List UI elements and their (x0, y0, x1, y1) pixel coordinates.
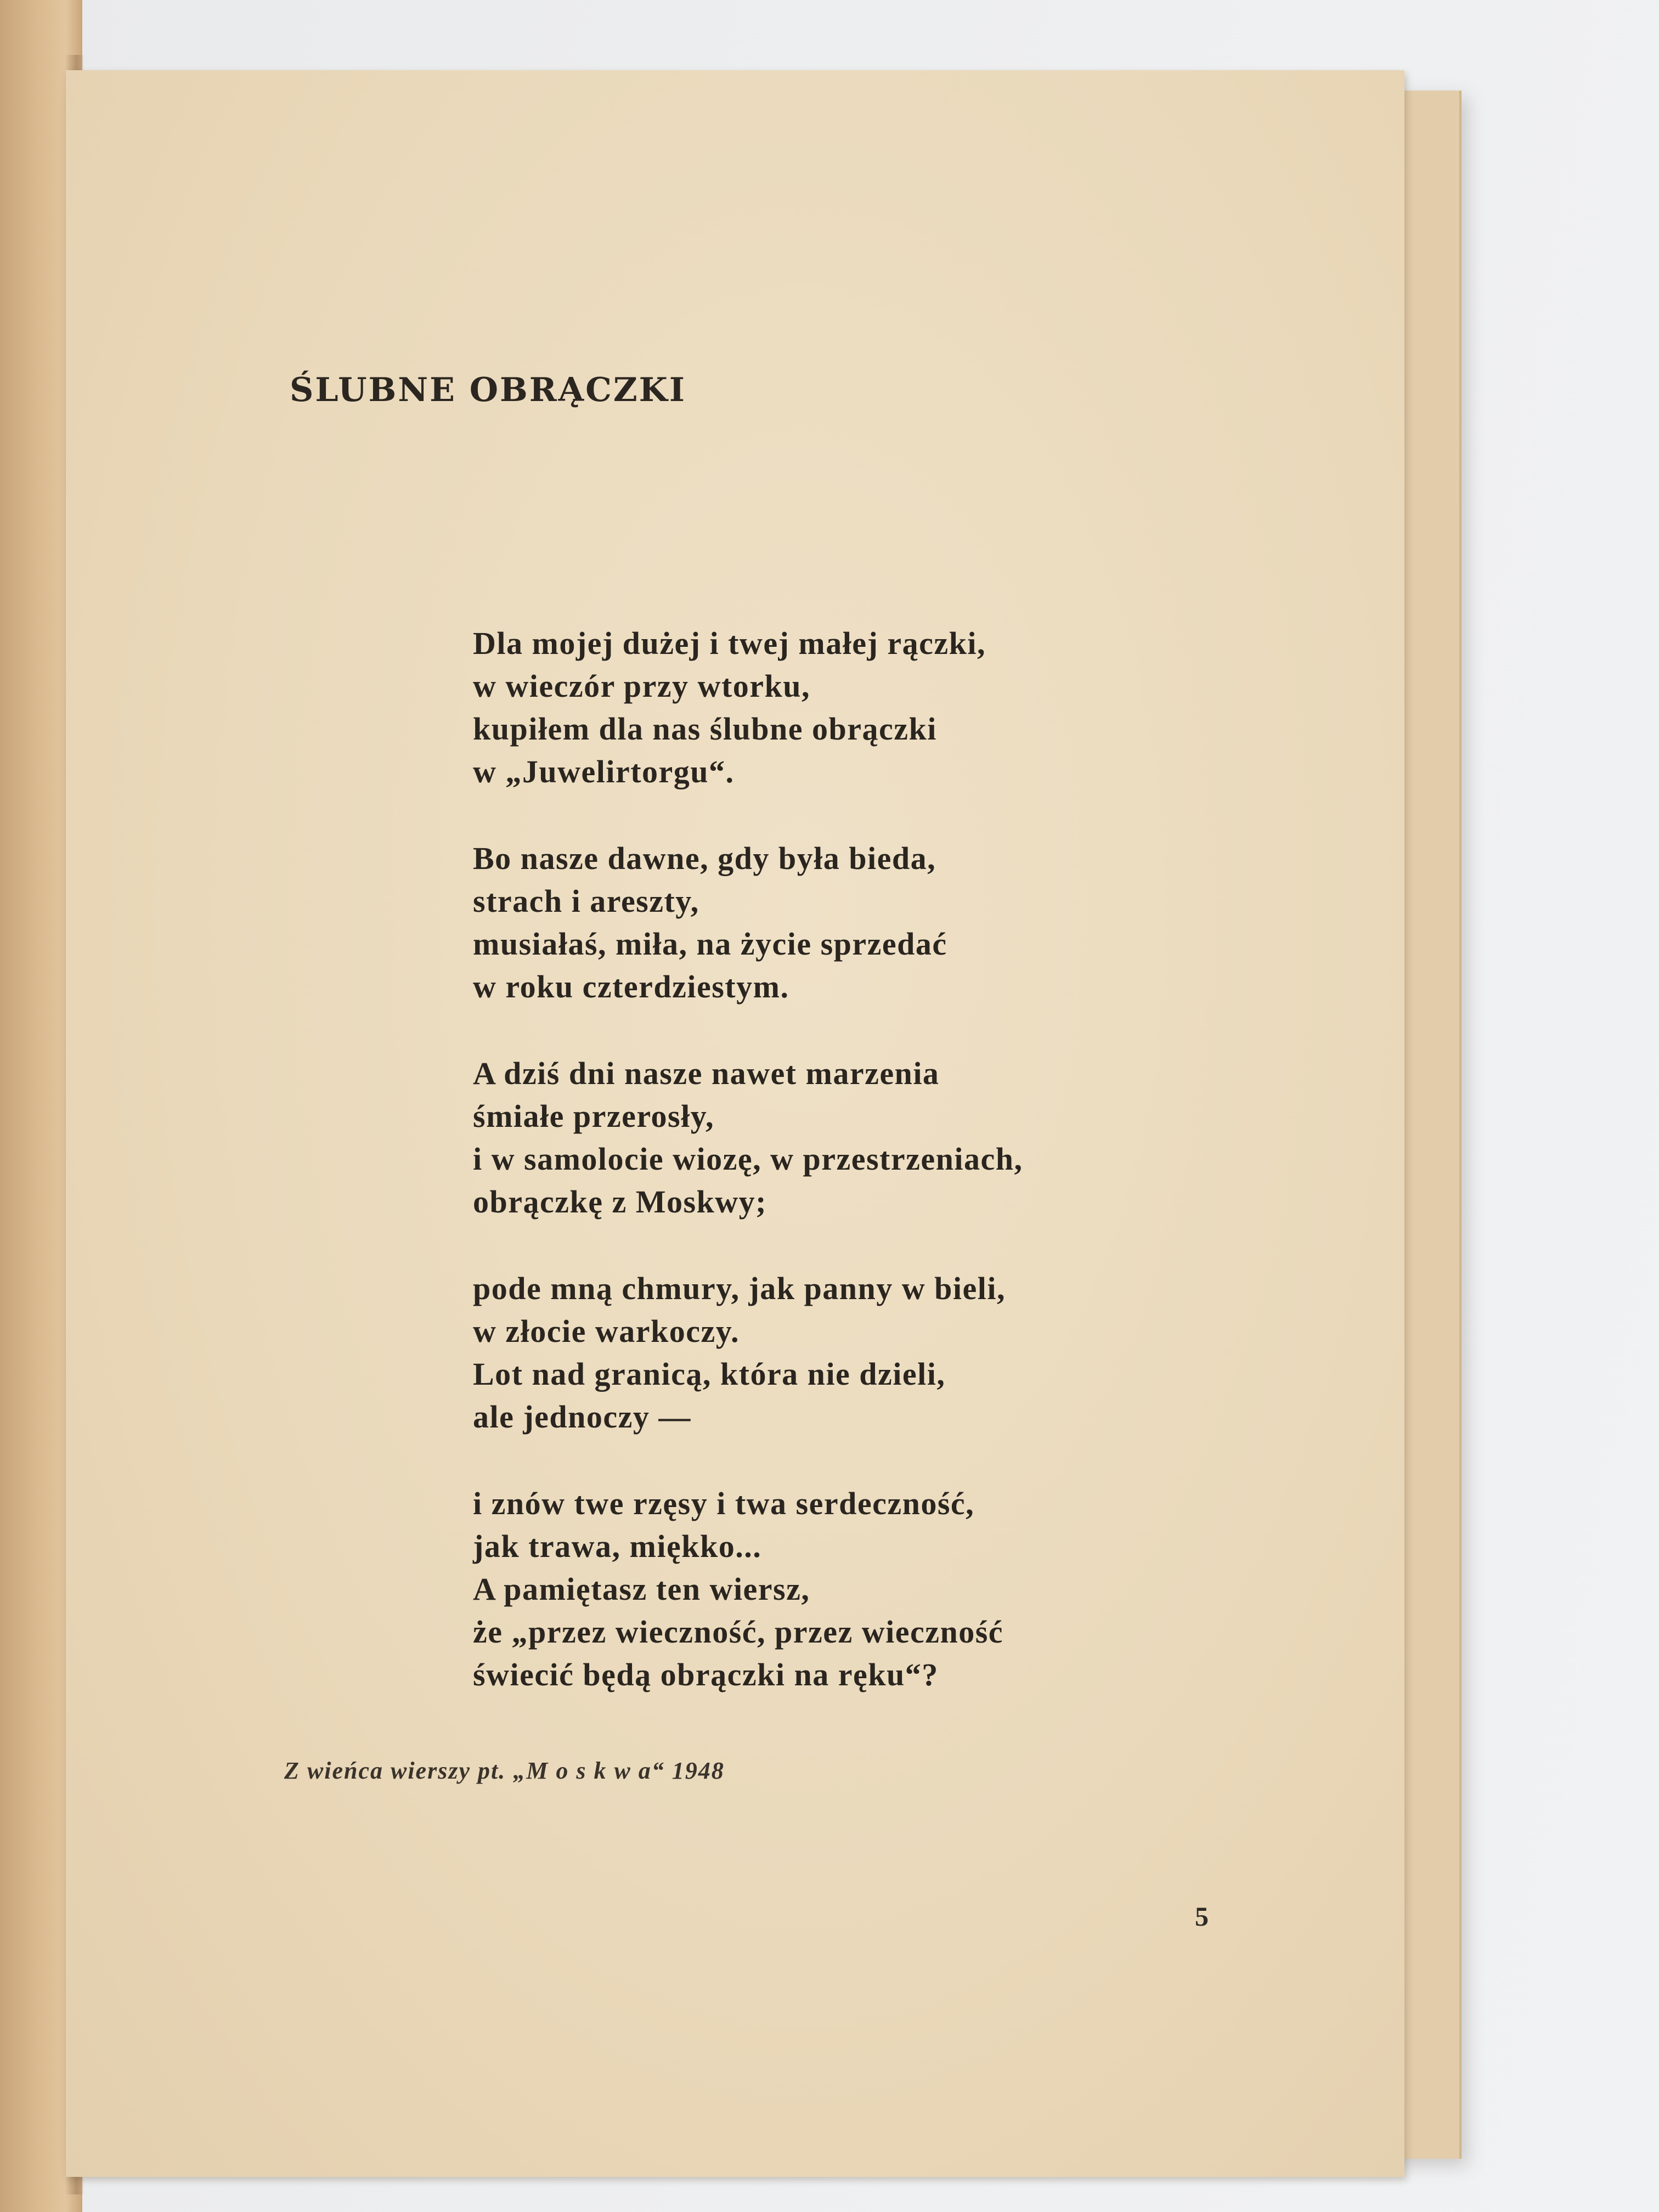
stanza (473, 1482, 1023, 1696)
page-number: 5 (1195, 1901, 1209, 1932)
stanza (473, 622, 1023, 793)
poem-line: Bo nasze dawne, gdy była bieda, (473, 840, 936, 876)
poem-line: A pamiętasz ten wiersz, (473, 1571, 810, 1607)
poem-line: strach i areszty, (473, 883, 699, 919)
poem-line: A dziś dni nasze nawet marzenia (473, 1056, 940, 1091)
poem-line: w wieczór przy wtorku, (473, 668, 811, 704)
stanza (473, 837, 1023, 1008)
stanza (473, 1052, 1023, 1223)
poem-line: obrączkę z Moskwy; (473, 1184, 768, 1220)
poem-line: musiałaś, miła, na życie sprzedać (473, 926, 947, 962)
poem-line: i w samolocie wiozę, w przestrzeniach, (473, 1141, 1023, 1177)
poem-line: w roku czterdziestym. (473, 969, 789, 1005)
poem-line: śmiałe przerosły, (473, 1098, 715, 1134)
poem-line: pode mną chmury, jak panny w bieli, (473, 1271, 1006, 1306)
poem-body (473, 622, 1023, 1740)
poem-line: świecić będą obrączki na ręku“? (473, 1657, 939, 1692)
poem-line: Lot nad granicą, która nie dzieli, (473, 1356, 946, 1392)
poem-line: że „przez wieczność, przez wieczność (473, 1614, 1004, 1650)
poem-line: jak trawa, miękko... (473, 1528, 762, 1564)
source-note: Z wieńca wierszy pt. „M o s k w a“ 1948 (284, 1757, 725, 1784)
poem-line: i znów twe rzęsy i twa serdeczność, (473, 1486, 975, 1521)
poem-line: w „Juwelirtorgu“. (473, 754, 735, 789)
book-page (66, 70, 1404, 2177)
stanza (473, 1267, 1023, 1438)
poem-line: Dla mojej dużej i twej małej rączki, (473, 625, 986, 661)
poem-line: w złocie warkoczy. (473, 1313, 740, 1349)
poem-line: kupiłem dla nas ślubne obrączki (473, 711, 937, 747)
poem-title: ŚLUBNE OBRĄCZKI (290, 371, 686, 409)
poem-line: ale jednoczy — (473, 1399, 691, 1435)
